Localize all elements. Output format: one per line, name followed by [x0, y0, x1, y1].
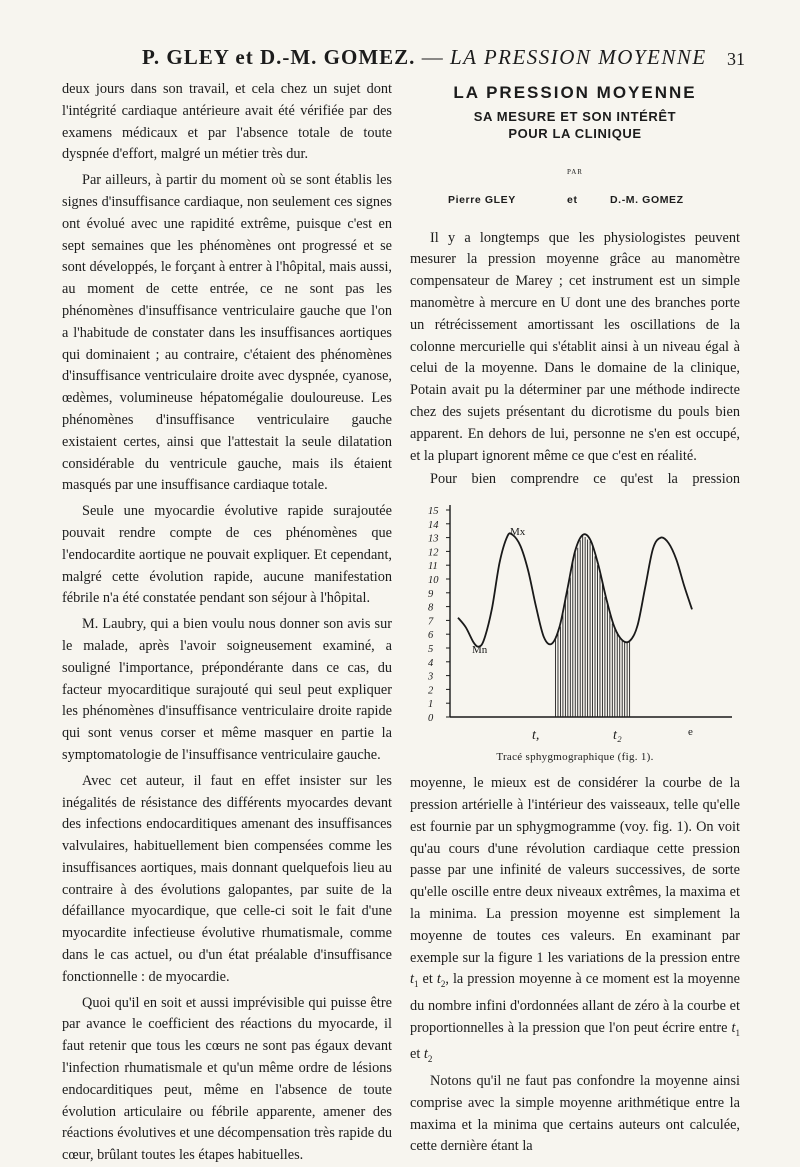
left-paragraph-5: Avec cet auteur, il faut en effet insister sur les inégalités de résistance des différents myocardes devant des infections endocarditiques amenant des insuffisances valvulaires, habituellement bien compensées comme les insuffisances aortiques, mais donnant quelquefois lieu au contraire à des évolutions galopantes, par suite de la défaillance myocardique, que celle-ci soit le fait d'une myocardite infectieuse évolutive rhumatismale, comme dans le cas actuel, ou d'un état préalable d'insuffisance fonctionnelle : de myocardie. [62, 772, 392, 985]
y-tick-label: 5 [428, 644, 434, 656]
y-tick-label: 14 [428, 519, 439, 531]
left-column [62, 79, 392, 1167]
author-et: et [567, 193, 578, 206]
article-body [410, 228, 740, 492]
page-number: 31 [727, 49, 745, 69]
label-t1: t, [532, 728, 540, 744]
header-title: LA PRESSION MOYENNE [449, 45, 707, 69]
var-t1-sub: 1 [413, 979, 419, 990]
right-column [410, 82, 740, 1158]
y-tick-label: 15 [428, 506, 439, 518]
y-tick-label: 7 [428, 616, 434, 628]
y-tick-label: 4 [428, 657, 434, 669]
y-tick-label: 12 [428, 547, 439, 559]
var-t2: t [436, 971, 441, 988]
article-title-line3: POUR LA CLINIQUE [508, 125, 642, 141]
label-e: e [688, 726, 693, 739]
article-paragraph-2-cont [410, 773, 740, 1071]
article-paragraph-3: Notons qu'il ne faut pas confondre la moyenne ainsi comprise avec la simple moyenne arithmétique entre la maxima et la minima que certains auteurs ont calculée, cette dernière étant la [410, 1073, 740, 1155]
paragraph-2b: , la pression moyenne à ce moment est la moyenne du nombre infini d'ordonnées allant de zéro à la courbe et proportionnelles à la pression que l'on peut écrire entre [410, 971, 740, 1036]
y-tick-label: 13 [428, 533, 439, 545]
left-paragraph-2: Par ailleurs, à partir du moment où se sont établis les signes d'insuffisance cardiaque, non seulement ces signes ont évolué avec une rapidité extrême, puisque c'est en sept semaines que les phénomènes ont progressé et se sont développés, le forçant à entrer à l'hôpital, mais aussi, au moment de cette entrée, ce ne sont pas les phénomènes d'insuffisance ventriculaire gauche que l'on a l'habitude de constater dans les insuffisances aortiques qui dominaient ; au contraire, c'étaient des phénomènes d'insuffisance ventriculaire droite avec dyspnée, cyanose, œdèmes, volumineuse hépatomégalie douloureuse. Les phénomènes d'insuffisance ventriculaire gauche existaient certes, ainsi que l'attestait la seule dilatation considérable du ventricule gauche, mais ils étaient masqués par une insuffisance cardiaque totale. [62, 172, 392, 494]
var-t2-sub: 2 [440, 979, 446, 990]
word-et: et [418, 971, 437, 988]
author-2: D.-M. GOMEZ [610, 193, 684, 206]
y-tick-label: 10 [428, 575, 439, 587]
article-paragraph-1: Il y a longtemps que les physiologistes peuvent mesurer la pression moyenne grâce au manomètre compensateur de Marey ; cet instrument est un simple manomètre à mercure en U dont une des branches porte un rétrécissement amortissant les oscillations de la colonne mercurielle qui s'établit ainsi à un niveau égal à celui de la moyenne. Dans le domaine de la clinique, Potain avait pu la déterminer par une méthode indirecte chez des sujets présentant du dicrotisme du pouls bien apparent. En dehors de lui, personne ne s'en est occupé, et la plupart ignorent même ce que c'est en réalité. [410, 229, 740, 464]
article-paragraph-2-start: Pour bien comprendre ce qu'est la pression [430, 471, 740, 488]
var-t1-sub-b: 1 [735, 1027, 740, 1038]
article-title-line2: SA MESURE ET SON INTÉRÊT [473, 108, 677, 124]
y-tick-label: 8 [428, 602, 434, 614]
y-tick-label: 1 [428, 699, 434, 711]
running-head [60, 45, 745, 81]
var-t1-b: t [731, 1019, 736, 1036]
figure-caption: Tracé sphygmographique (fig. 1). [496, 751, 654, 764]
article-continuation [410, 773, 740, 1158]
shaded-area [556, 536, 630, 717]
article-heading [410, 82, 740, 210]
header-dash: — [415, 45, 450, 69]
sphygmogram-figure [410, 495, 740, 763]
article-par: PAR [567, 167, 583, 176]
label-t2: t₂ [613, 728, 622, 744]
label-minima: Mn [472, 644, 488, 657]
label-maxima: Mx [510, 526, 526, 539]
left-paragraph-6: Quoi qu'il en soit et aussi imprévisible qui puisse être par avance le coefficient des réactions du myocarde, il faut retenir que tous les cœurs ne sont pas égaux devant l'infection rhumatismale et qu'un même ordre de lésions endocarditiques peut, même en l'absence de toute évolution articulaire ou fébrile apparente, amener des réactions évolutives et une décompensation très rapide du cœur, brûlant toutes les étapes habituelles. [62, 994, 392, 1164]
article-title-line1: LA PRESSION MOYENNE [453, 83, 697, 102]
var-t1: t [410, 971, 414, 988]
left-paragraph-3: Seule une myocardie évolutive rapide surajoutée pouvait rendre compte de ces phénomènes que l'endocardite aortique ne pouvait expliquer. Et cependant, malgré cette évolution rapide, aucune manifestation fébrile n'a été constatée pendant son séjour à l'hôpital. [62, 503, 392, 607]
left-paragraph-4: M. Laubry, qui a bien voulu nous donner son avis sur le malade, après l'avoir soigneusement examiné, a souligné l'importance, prépondérante dans ce cas, du facteur myocarditique surajouté qui seul peut expliquer les phénomènes d'insuffisance ventriculaire droite rapide qui sont venus corser et même masquer en partie la symptomatologie de l'insuffisance ventriculaire gauche. [62, 616, 392, 763]
article-authors [410, 190, 740, 210]
header-authors: P. GLEY et D.-M. GOMEZ. [142, 45, 416, 69]
paragraph-2a: moyenne, le mieux est de considérer la courbe de la pression artérielle à l'intérieur des vaisseaux, telle qu'elle est fournie par un sphygmogramme (voy. fig. 1). On voit qu'au cours d'une révolution cardiaque cette pression passe par une infinité de valeurs successives, de sorte qu'elle oscille entre deux niveaux extrêmes, la maxima et la minima. La pression moyenne est simplement la moyenne de toutes ces valeurs. En examinant par exemple sur la figure 1 les variations de la pression entre [410, 775, 740, 966]
author-1: Pierre GLEY [448, 193, 516, 206]
y-tick-label: 6 [428, 630, 434, 642]
running-head-title [142, 45, 707, 70]
var-t2-b: t [423, 1046, 428, 1063]
left-paragraph-1: deux jours dans son travail, et cela chez un sujet dont l'intégrité cardiaque antérieure avait été vérifiée par des examens médicaux et par l'absence totale de toute dyspnée d'effort, malgré un métier très dur. [62, 81, 392, 163]
y-tick-label: 3 [428, 671, 434, 683]
y-tick-label: 2 [428, 685, 434, 697]
y-ticks [427, 506, 450, 724]
var-t2-sub-b: 2 [427, 1054, 433, 1065]
word-et-b: et [410, 1046, 424, 1063]
y-tick-label: 0 [428, 713, 434, 725]
sphygmogram-chart [410, 495, 740, 745]
y-tick-label: 11 [428, 561, 438, 573]
y-tick-label: 9 [428, 588, 434, 600]
